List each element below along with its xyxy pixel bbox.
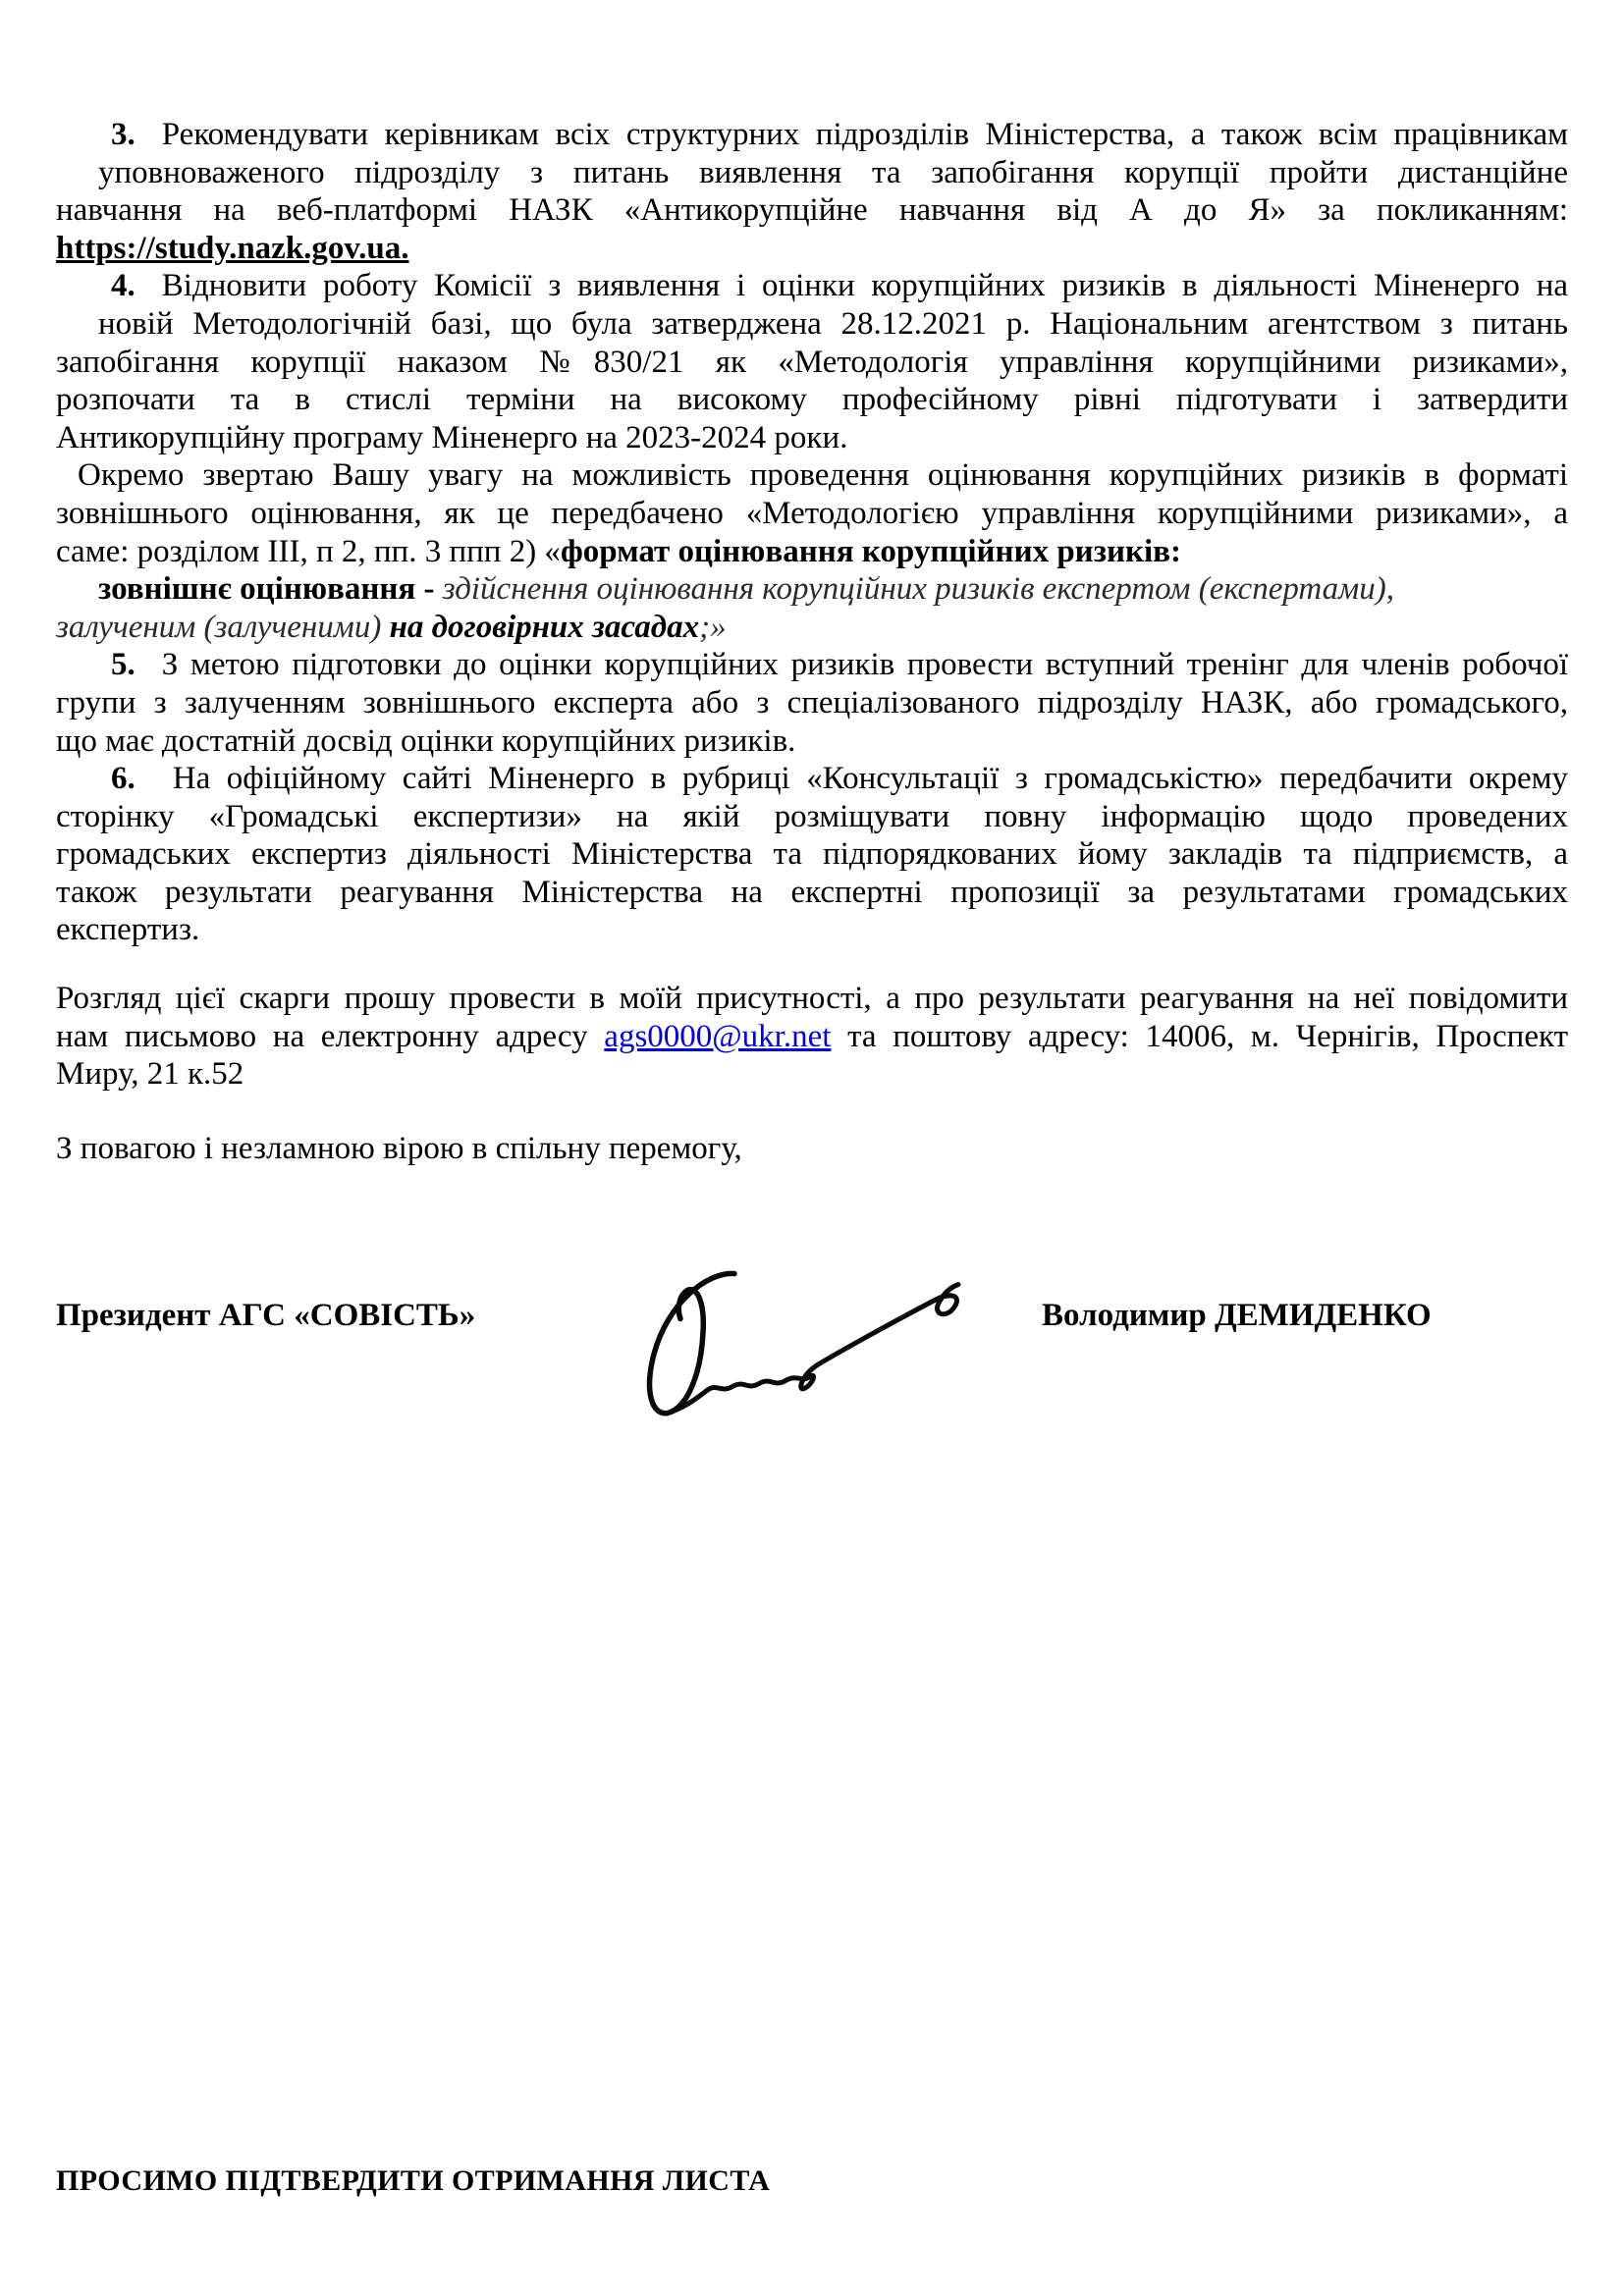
document-body xyxy=(56,116,1568,1167)
text-segment: експертиз. xyxy=(56,912,200,948)
text-line xyxy=(56,1130,1568,1168)
paragraph-complaint-review-request xyxy=(56,980,1568,1094)
text-line xyxy=(56,911,1568,949)
receipt-confirmation-note: ПРОСИМО ПІДТВЕРДИТИ ОТРИМАННЯ ЛИСТА xyxy=(56,2164,771,2197)
text-segment: ;» xyxy=(699,609,727,645)
text-segment: групи з залученням зовнішнього експерта або з спеціалізованого підрозділу НАЗК, або громадського, xyxy=(56,684,1568,721)
text-segment: 4. xyxy=(111,268,135,304)
text-line xyxy=(56,154,1568,192)
item-3 xyxy=(56,116,1568,267)
text-line xyxy=(56,116,1568,154)
text-line xyxy=(56,760,1568,798)
paragraph-external-assessment-definition xyxy=(56,570,1568,646)
text-segment: Розгляд цієї скарги прошу провести в моїй присутності, а про результати реагування на неї повідомити xyxy=(56,981,1568,1017)
text-segment: З метою підготовки до оцінки корупційних ризиків провести вступний тренінг для членів робочої xyxy=(161,647,1568,683)
handwritten-signature-icon xyxy=(609,1261,962,1433)
text-segment: Відновити роботу Комісії з виявлення і оцінки корупційних ризиків в діяльності Міненерго на xyxy=(161,268,1568,304)
email-link[interactable]: ags0000@ukr.net xyxy=(604,1018,832,1054)
text-segment: Миру, 21 к.52 xyxy=(56,1056,244,1093)
item-4 xyxy=(56,267,1568,456)
text-segment: На офіційному сайті Міненерго в рубриці «Консультації з громадськістю» передбачити окрему xyxy=(172,761,1568,797)
text-segment: Рекомендувати керівникам всіх структурних підрозділів Міністерства, а також всім працівникам xyxy=(161,117,1568,152)
text-line xyxy=(56,835,1568,874)
text-segment: громадських експертиз діяльності Міністерства та підпорядкованих йому закладів та підприємств, а xyxy=(56,836,1568,873)
item-6 xyxy=(56,760,1568,949)
text-line xyxy=(56,533,1568,571)
text-segment: Антикорупційну програму Міненерго на 2023-2024 роки. xyxy=(56,419,848,455)
text-segment: здійснення оцінювання корупційних ризиків експертом (експертами), xyxy=(442,571,1394,608)
text-segment: нам письмово на електронну адресу xyxy=(56,1018,605,1054)
text-line xyxy=(56,1018,1568,1056)
text-segment: запобігання корупції наказом №830/21 як «Методологія управління корупційними ризиками», xyxy=(56,344,1568,380)
text-line xyxy=(56,305,1568,344)
text-line xyxy=(56,1055,1568,1094)
text-line xyxy=(56,230,1568,268)
paragraph-external-assessment-note xyxy=(56,456,1568,570)
nazk-training-link[interactable]: https://study.nazk.gov.ua. xyxy=(56,230,409,266)
text-segment: залученим (залученими) xyxy=(56,609,390,645)
text-segment: сторінку «Громадські експертизи» на якій розміщувати повну інформацію щодо проведених xyxy=(56,798,1568,834)
text-segment: 6. xyxy=(111,761,135,797)
text-segment: розпочати та в стислі терміни на високому професійному рівні підготувати і затвердити xyxy=(56,382,1568,418)
text-segment: Окремо звертаю Вашу увагу на можливість проведення оцінювання корупційних ризиків в форматі xyxy=(78,457,1568,494)
item-5 xyxy=(56,646,1568,760)
text-segment: формат оцінювання корупційних ризиків: xyxy=(560,533,1181,569)
text-line xyxy=(56,722,1568,761)
paragraph-closing-salutation xyxy=(56,1130,1568,1168)
text-segment: зовнішнє оцінювання - xyxy=(98,571,443,608)
text-segment: З повагою і незламною вірою в спільну перемогу, xyxy=(56,1130,742,1166)
text-line xyxy=(56,495,1568,533)
text-segment: новій Методологічній базі, що була затверджена 28.12.2021 р. Національним агентством з питань xyxy=(98,305,1568,342)
text-segment: навчання на веб-платформі НАЗК «Антикорупційне навчання від А до Я» за покликанням: xyxy=(56,192,1568,229)
text-line xyxy=(56,798,1568,836)
text-line xyxy=(56,980,1568,1018)
text-segment: зовнішнього оцінювання, як це передбачено «Методологією управління корупційними ризиками», а xyxy=(56,495,1568,531)
text-line xyxy=(56,570,1568,609)
text-segment: 5. xyxy=(111,647,135,683)
signer-name: Володимир ДЕМИДЕНКО xyxy=(1042,1298,1432,1333)
text-segment: саме: розділом ІІІ, п 2, пп. 3 ппп 2) « xyxy=(56,533,561,569)
text-line xyxy=(56,191,1568,230)
signer-position-title: Президент АГС «СОВІСТЬ» xyxy=(56,1298,476,1333)
text-line xyxy=(56,456,1568,495)
text-line xyxy=(56,874,1568,912)
text-line xyxy=(56,684,1568,722)
text-line xyxy=(56,381,1568,419)
text-line xyxy=(56,344,1568,382)
text-segment: та поштову адресу: 14006, м. Чернігів, Проспект xyxy=(831,1018,1568,1054)
text-segment: також результати реагування Міністерства на експертні пропозиції за результатами громадських xyxy=(56,874,1568,910)
text-segment: що має достатній досвід оцінки корупційних ризиків. xyxy=(56,722,796,759)
text-segment: на договірних засадах xyxy=(389,609,700,645)
text-segment: 3. xyxy=(111,117,135,152)
text-line xyxy=(56,419,1568,457)
text-line xyxy=(56,267,1568,305)
text-line xyxy=(56,646,1568,684)
text-segment: уповноваженого підрозділу з питань виявлення та запобігання корупції пройти дистанційне xyxy=(98,154,1568,190)
text-line xyxy=(56,609,1568,647)
